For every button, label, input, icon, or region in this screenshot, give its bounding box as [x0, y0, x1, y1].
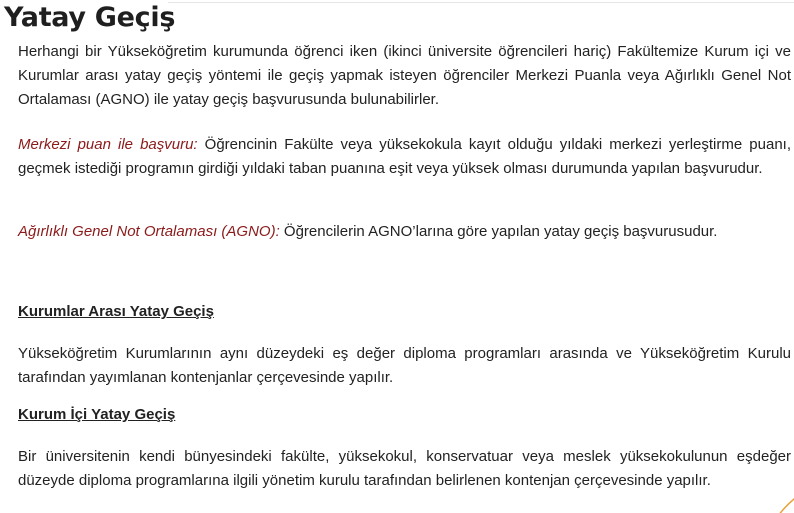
merkezi-puan-paragraph: [18, 133, 791, 181]
agno-label: Ağırlıklı Genel Not Ortalaması (AGNO):: [18, 223, 280, 240]
kurumlar-arasi-paragraph: Yükseköğretim Kurumlarının aynı düzeydeki eş değer diploma programları arasında ve Yükseköğretim Kurulu tarafından yayımlanan kontenjanlar çerçevesinde yapılır.: [18, 345, 791, 386]
corner-decoration-icon: [764, 478, 794, 513]
agno-paragraph: [18, 220, 791, 244]
page-title: Yatay Geçiş: [4, 2, 176, 33]
merkezi-puan-label: Merkezi puan ile başvuru:: [18, 136, 198, 153]
merkezi-puan-text: Öğrencinin Fakülte veya yüksekokula kayıt olduğu yıldaki merkezi yerleştirme puanı, geçmek istediği programın girdiği yıldaki taban puanına eşit veya yüksek olması durumunda yapılan başvurudur.: [18, 136, 791, 177]
intro-paragraph: Herhangi bir Yükseköğretim kurumunda öğrenci iken (ikinci üniversite öğrencileri hariç) Fakültemize Kurum içi ve Kurumlar arası yatay geçiş yöntemi ile geçiş yapmak isteyen öğrenciler Merkezi Puanla veya Ağırlıklı Genel Not Ortalaması (AGNO) ile yatay geçiş başvurusunda bulunabilirler.: [18, 43, 791, 108]
kurumlar-arasi-heading: Kurumlar Arası Yatay Geçiş: [18, 303, 214, 320]
agno-text: Öğrencilerin AGNO’larına göre yapılan yatay geçiş başvurusudur.: [279, 223, 718, 240]
top-divider: [168, 2, 794, 3]
kurum-ici-heading: Kurum İçi Yatay Geçiş: [18, 406, 176, 423]
kurum-ici-paragraph: Bir üniversitenin kendi bünyesindeki fakülte, yüksekokul, konservatuar veya meslek yüksekokulunun eşdeğer düzeyde diploma programlarına ilgili yönetim kurulu tarafından belirlenen kontenjan çerçevesinde yapılır.: [18, 448, 791, 489]
